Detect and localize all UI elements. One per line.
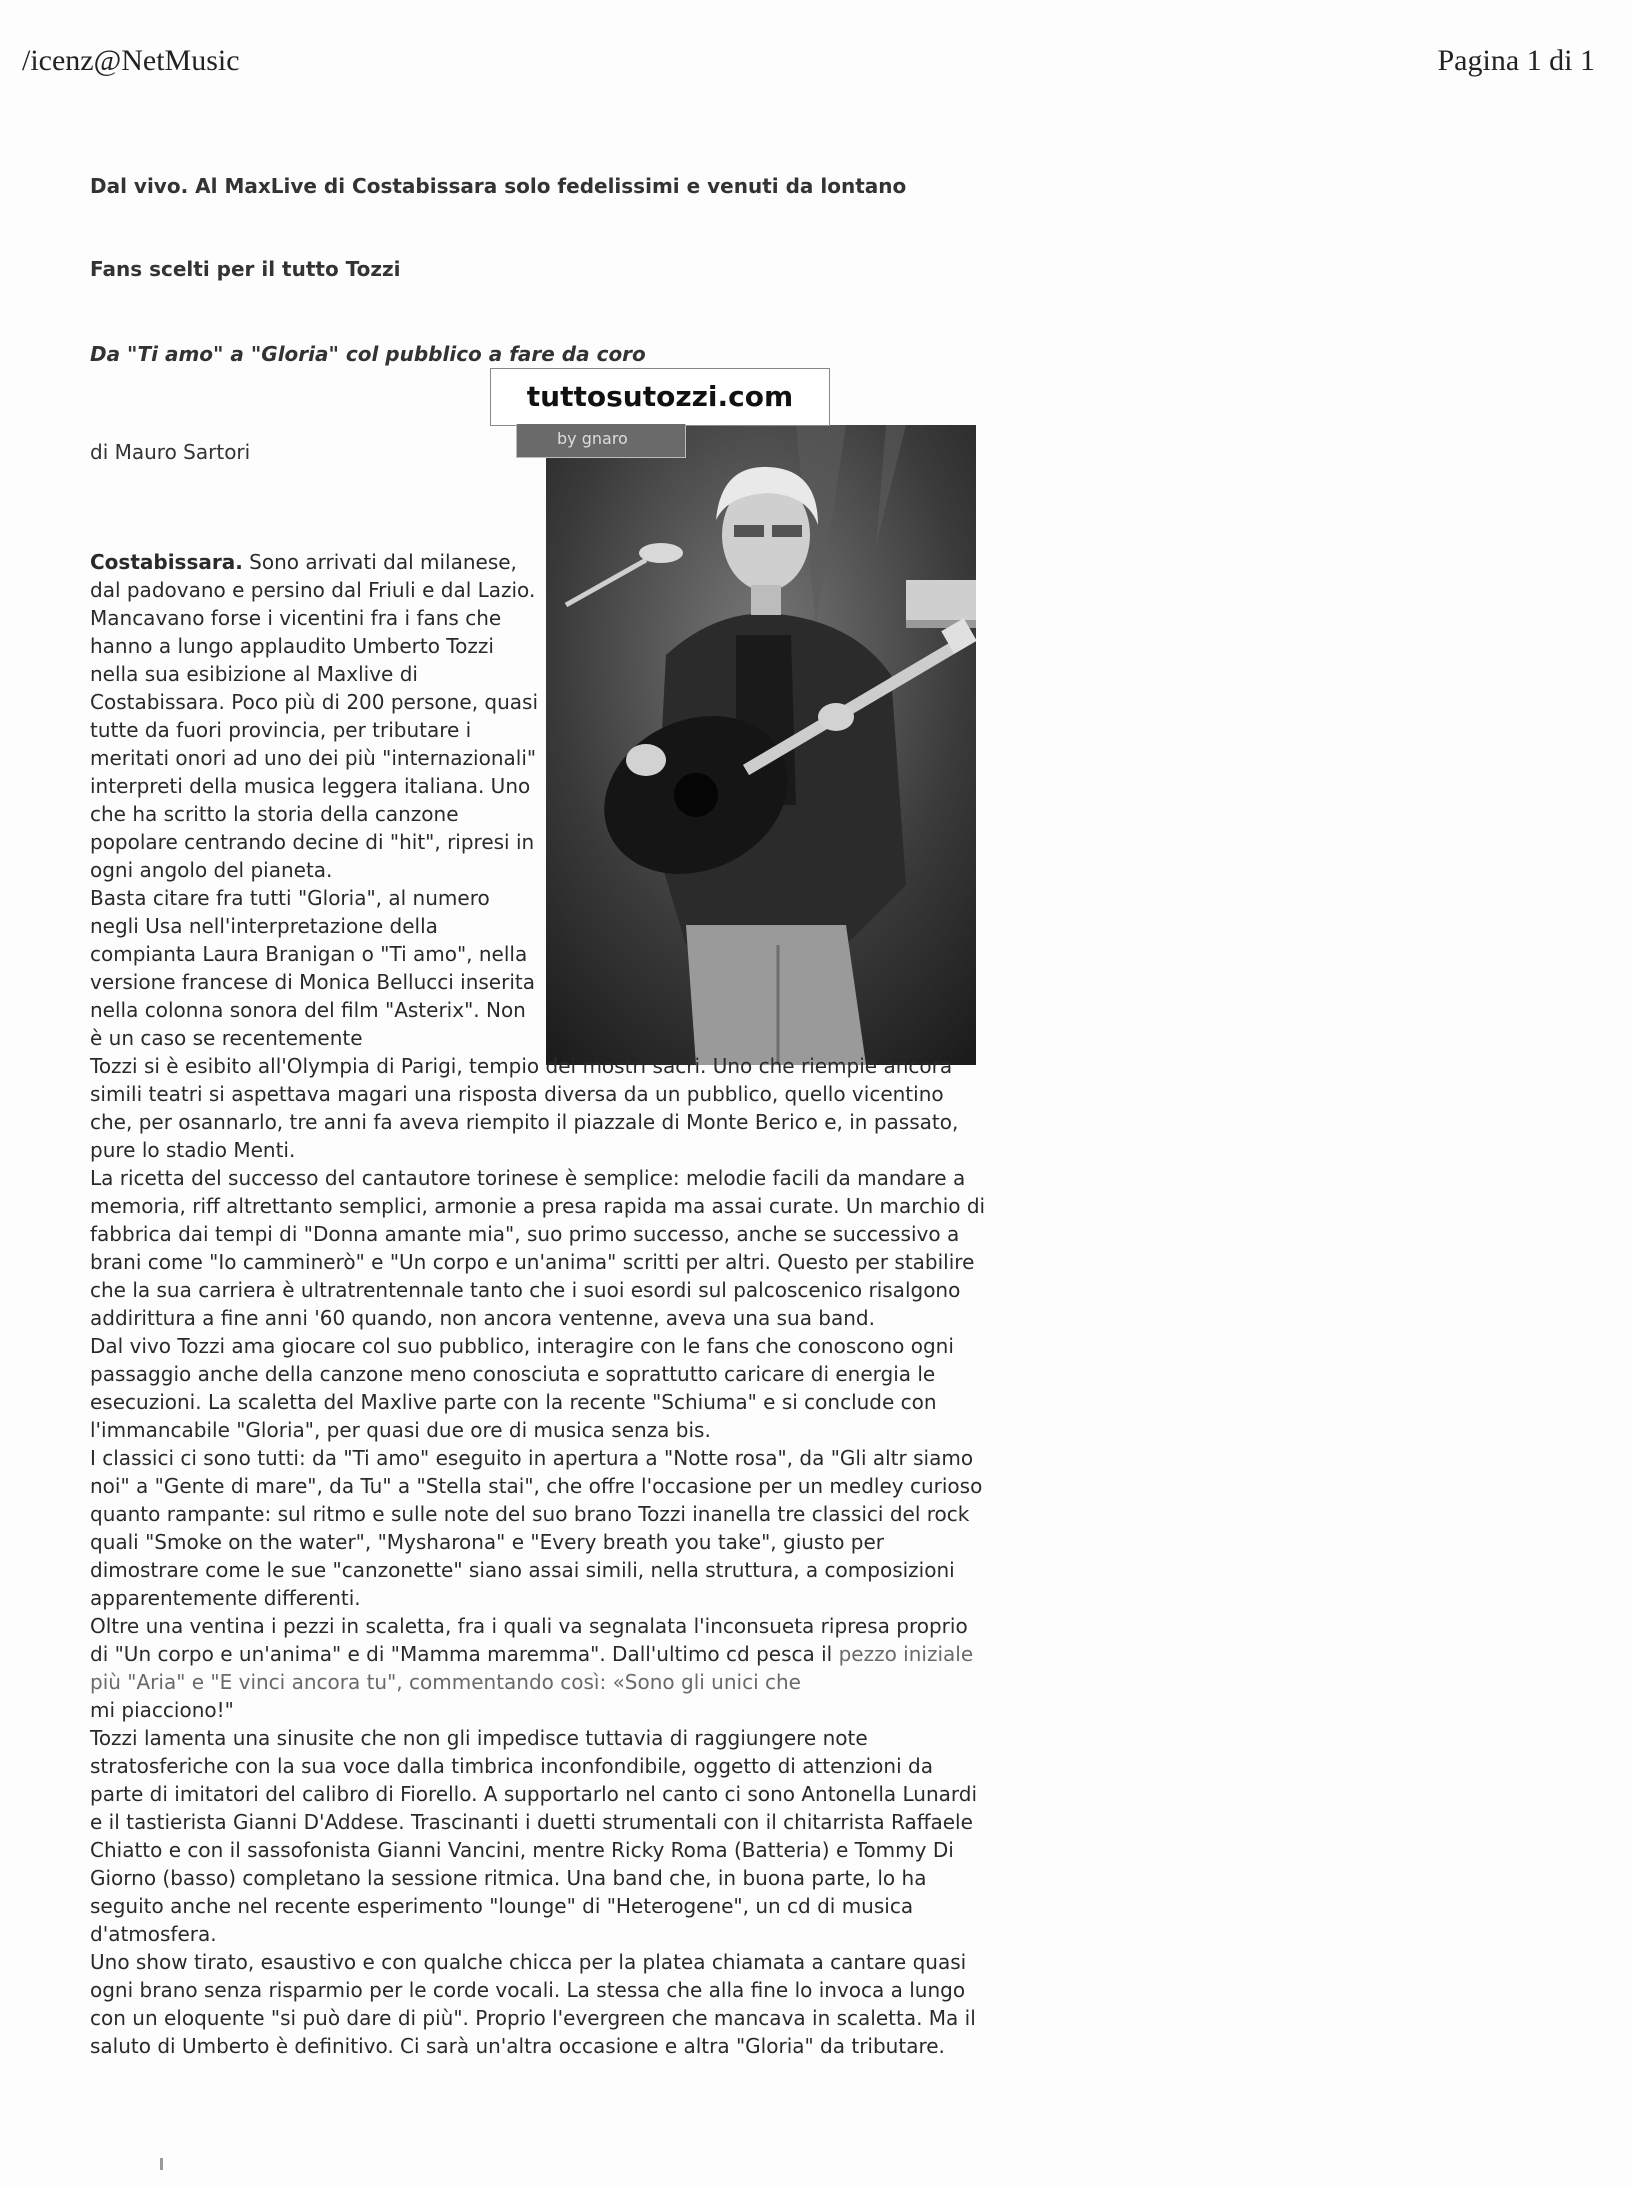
article-subhead: Da "Ti amo" a "Gloria" col pubblico a fare da coro: [90, 342, 646, 366]
paragraph-6-part-b: pezzo iniziale più "Aria" e "E vinci ancora tu", commentando così: «Sono gli unici che: [90, 1642, 974, 1694]
lead-text: Sono arrivati dal milanese, dal padovano e persino dal Friuli e dal Lazio. Mancavano forse i vicentini fra i fans che hanno a lungo applaudito Umberto Tozzi nella sua esibizione al Maxlive di Costabissara. Poco più di 200 persone, quasi tutte da fuori provincia, per tributare i meritati onori ad uno dei più "internazionali" interpreti della musica leggera italiana. Uno che ha scritto la storia della canzone popolare centrando decine di "hit", ripresi in ogni angolo del pianeta.: [90, 550, 539, 882]
paragraph-2-wide: Tozzi si è esibito all'Olympia di Parigi, tempio dei mostri sacri. Uno che riempie ancora simili teatri si aspettava magari una risposta diversa da un pubblico, quello vicentino che, per osannarlo, tre anni fa aveva riempito il piazzale di Monte Berico e, in passato, pure lo stadio Menti.: [90, 1054, 959, 1162]
paragraph-6-part-a: Oltre una ventina i pezzi in scaletta, fra i quali va segnalata l'inconsueta ripresa proprio di "Un corpo e un'anima" e di "Mamma maremma". Dall'ultimo cd pesca il: [90, 1614, 968, 1666]
article-byline: di Mauro Sartori: [90, 440, 251, 464]
article-headline: Fans scelti per il tutto Tozzi: [90, 257, 401, 281]
lead-column: [90, 548, 540, 1052]
watermark-credit: by gnaro: [516, 424, 686, 458]
paragraph-lead: [90, 548, 540, 884]
article-kicker: Dal vivo. Al MaxLive di Costabissara solo fedelissimi e venuti da lontano: [90, 174, 907, 198]
watermark-label: tuttosutozzi.com: [490, 368, 830, 426]
dateline: Costabissara.: [90, 550, 243, 574]
paragraph-5: I classici ci sono tutti: da "Ti amo" eseguito in apertura a "Notte rosa", da "Gli altr siamo noi" a "Gente di mare", da Tu" a "Stella stai", che offre l'occasione per un medley curioso quanto rampante: sul ritmo e sulle note del suo brano Tozzi inanella tre classici del rock quali "Smoke on the water", "Mysharona" e "Every breath you take", giusto per dimostrare come le sue "canzonette" siano assai simili, nella struttura, a composizioni apparentemente differenti.: [90, 1446, 983, 1610]
paragraph-3: La ricetta del successo del cantautore torinese è semplice: melodie facili da mandare a memoria, riff altrettanto semplici, armonie a presa rapida ma assai curate. Un marchio di fabbrica dai tempi di "Donna amante mia", suo primo successo, anche se successivo a brani come "Io camminerò" e "Un corpo e un'anima" scritti per altri. Questo per stabilire che la sua carriera è ultratrentennale tanto che i suoi esordi sul palcoscenico risalgono addirittura a fine anni '60 quando, non ancora ventenne, aveva una sua band.: [90, 1166, 986, 1330]
paragraph-8: Uno show tirato, esaustivo e con qualche chicca per la platea chiamata a cantare quasi ogni brano senza risparmio per le corde vocali. La stessa che alla fine lo invoca a lungo con un eloquente "si può dare di più". Proprio l'evergreen che mancava in scaletta. Ma il saluto di Umberto è definitivo. Ci sarà un'altra occasione e altra "Gloria" da tributare.: [90, 1950, 976, 2058]
paragraph-4: Dal vivo Tozzi ama giocare col suo pubblico, interagire con le fans che conoscono ogni passaggio anche della canzone meno conosciuta e soprattutto caricare di energia le esecuzioni. La scaletta del Maxlive parte con la recente "Schiuma" e si conclude con l'immancabile "Gloria", per quasi due ore di musica senza bis.: [90, 1334, 954, 1442]
article-body: [90, 548, 990, 2060]
scan-mark: [160, 2158, 163, 2170]
print-header: [22, 44, 1595, 84]
page-counter: Pagina 1 di 1: [1437, 44, 1595, 77]
paragraph-6-part-c: mi piacciono!": [90, 1698, 234, 1722]
site-name: /icenz@NetMusic: [22, 44, 240, 77]
paragraph-7: Tozzi lamenta una sinusite che non gli impedisce tuttavia di raggiungere note stratosferiche con la sua voce dalla timbrica inconfondibile, oggetto di attenzioni da parte di imitatori del calibro di Fiorello. A supportarlo nel canto ci sono Antonella Lunardi e il tastierista Gianni D'Addese. Trascinanti i duetti strumentali con il chitarrista Raffaele Chiatto e con il sassofonista Gianni Vancini, mentre Ricky Roma (Batteria) e Tommy Di Giorno (basso) completano la sessione ritmica. Una band che, in buona parte, lo ha seguito anche nel recente esperimento "lounge" di "Heterogene", un cd di musica d'atmosfera.: [90, 1726, 978, 1946]
paragraph-6: [90, 1612, 990, 1724]
paragraph-2-narrow: Basta citare fra tutti "Gloria", al numero negli Usa nell'interpretazione della compianta Laura Branigan o "Ti amo", nella versione francese di Monica Bellucci inserita nella colonna sonora del film "Asterix". Non è un caso se recentemente: [90, 886, 535, 1050]
